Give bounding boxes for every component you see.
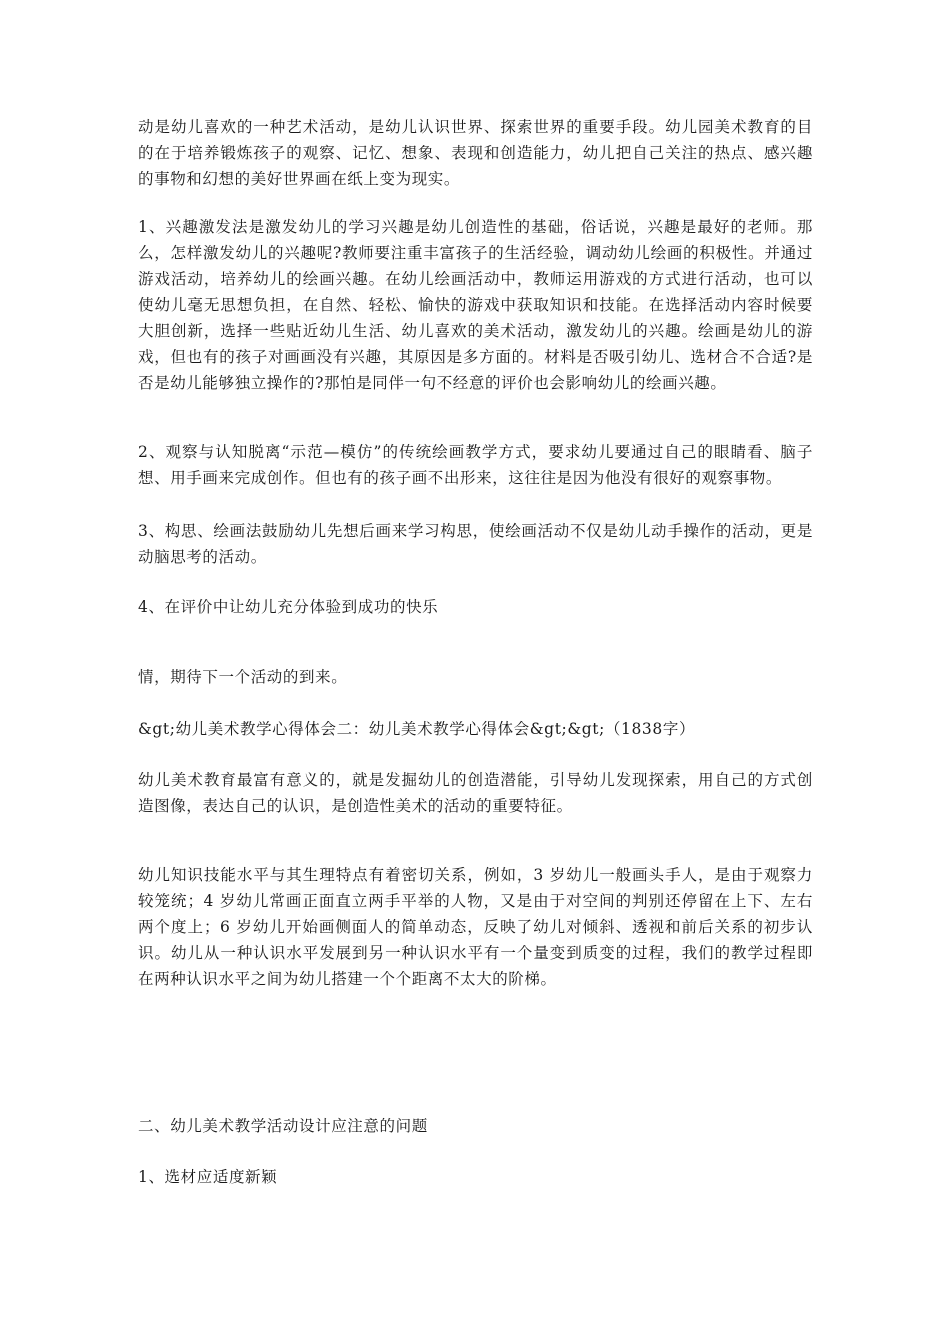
paragraph-material-selection: 1、选材应适度新颖 (138, 1168, 278, 1186)
paragraph-heading-experience: &gt;幼儿美术教学心得体会二：幼儿美术教学心得体会&gt;&gt;（1838字） (138, 720, 696, 738)
paragraph-evaluation: 4、在评价中让幼儿充分体验到成功的快乐 (138, 598, 439, 616)
paragraph-observation: 2、观察与认知脱离“示范—模仿”的传统绘画教学方式，要求幼儿要通过自己的眼睛看、脑子想、用手画来完成创作。但也有的孩子画不出形来，这往往是因为他没有很好的观察事物。 (138, 443, 813, 487)
section-heading-design-issues: 二、幼儿美术教学活动设计应注意的问题 (138, 1117, 428, 1135)
paragraph-skill-level: 幼儿知识技能水平与其生理特点有着密切关系，例如，3 岁幼儿一般画头手人，是由于观察力较笼统；4 岁幼儿常画正面直立两手平举的人物，又是由于对空间的判别还停留在上下、左右两个度上；6 岁幼儿开始画侧面人的简单动态，反映了幼儿对倾斜、透视和前后关系的初步认识。幼儿从一种认识水平发展到另一种认识水平有一个量变到质变的过程，我们的教学过程即在两种认识水平之间为幼儿搭建一个个距离不太大的阶梯。 (138, 866, 813, 988)
paragraph-creativity: 幼儿美术教育最富有意义的，就是发掘幼儿的创造潜能，引导幼儿发现探索，用自己的方式创造图像，表达自己的认识，是创造性美术的活动的重要特征。 (138, 771, 813, 815)
paragraph-conception: 3、构思、绘画法鼓励幼儿先想后画来学习构思，使绘画活动不仅是幼儿动手操作的活动，更是动脑思考的活动。 (138, 522, 813, 566)
paragraph-interest-method: 1、兴趣激发法是激发幼儿的学习兴趣是幼儿创造性的基础，俗话说，兴趣是最好的老师。那么，怎样激发幼儿的兴趣呢?教师要注重丰富孩子的生活经验，调动幼儿绘画的积极性。并通过游戏活动，培养幼儿的绘画兴趣。在幼儿绘画活动中，教师运用游戏的方式进行活动，也可以使幼儿毫无思想负担，在自然、轻松、愉快的游戏中获取知识和技能。在选择活动内容时候要大胆创新，选择一些贴近幼儿生活、幼儿喜欢的美术活动，激发幼儿的兴趣。绘画是幼儿的游戏，但也有的孩子对画画没有兴趣，其原因是多方面的。材料是否吸引幼儿、选材合不合适?是否是幼儿能够独立操作的?那怕是同伴一句不经意的评价也会影响幼儿的绘画兴趣。 (138, 218, 813, 392)
paragraph-intro: 动是幼儿喜欢的一种艺术活动，是幼儿认识世界、探索世界的重要手段。幼儿园美术教育的目的在于培养锻炼孩子的观察、记忆、想象、表现和创造能力，幼儿把自己关注的热点、感兴趣的事物和幻想的美好世界画在纸上变为现实。 (138, 118, 813, 188)
paragraph-expectation: 情，期待下一个活动的到来。 (138, 668, 348, 686)
